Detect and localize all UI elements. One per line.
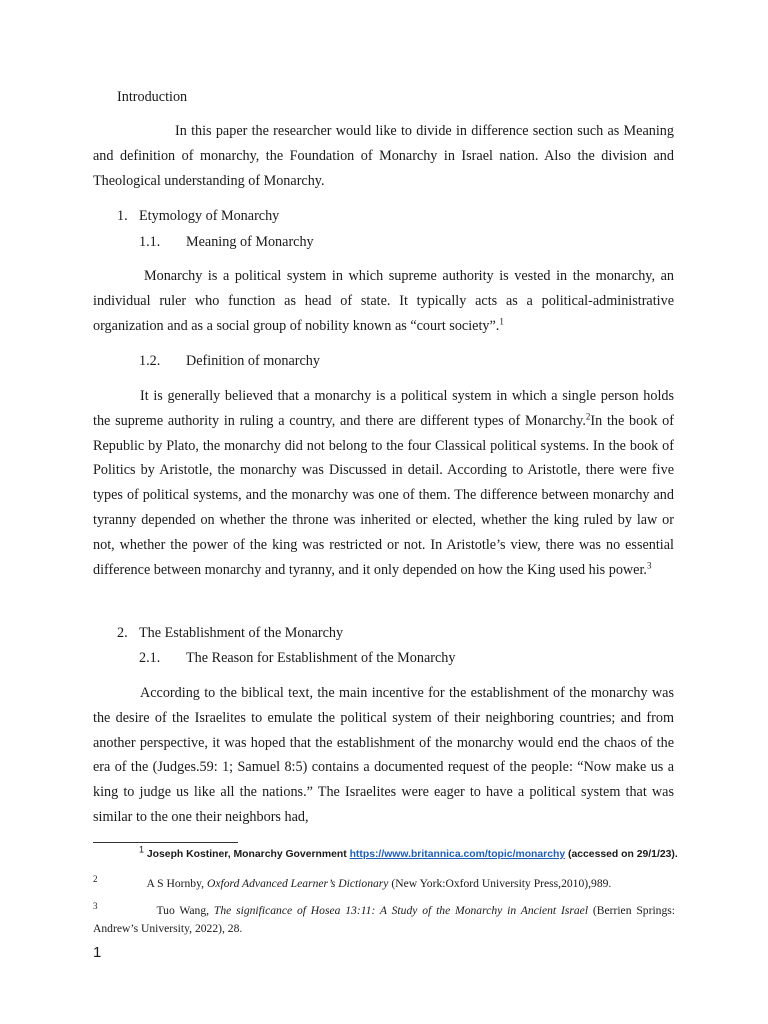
definition-paragraph: It is generally believed that a monarchy is a political system in which a single person holds the supreme authority in ruling a country, and there are different types of Monarchy.$^2$In the book of Republic by Plato, the monarchy did not belong to the four Classical political systems. In the book of Politics by Aristotle, the monarchy was Discussed in detail. According to Aristotle, there were five types of political systems, and the monarchy was one of them. The difference between monarchy and tyranny depended on whether the throne was inherited or elected, whether the king ruled by law or not, whether the power of the king was restricted or not. In Aristotle’s view, there was no essential difference between monarchy and tyranny, and it only depended on how the King used his power.$^3$ (93, 388, 674, 578)
section-2-title: The Establishment of the Monarchy (139, 625, 344, 641)
section-1-number: 1. (117, 208, 128, 224)
intro-paragraph: In this paper the researcher would like to divide in difference section such as Meaning and definition of monarchy, the Foundation of Monarchy in Israel nation. Also the division and Theological understanding of Monarchy. (93, 123, 674, 189)
meaning-paragraph: Monarchy is a political system in which supreme authority is vested in the monarchy, an individual ruler who function as head of state. It typically acts as a political-administrative organization and as a social group of nobility known as “court society”.$^1$ (93, 268, 674, 334)
subsection-1-2-number: 1.2. (139, 353, 161, 369)
subsection-1-1-title: Meaning of Monarchy (186, 234, 314, 250)
heading-introduction: Introduction (117, 89, 188, 105)
footnote-3: $^3$ Tuo Wang, The significance of Hosea 13:11: A Study of the Monarchy in Ancient Israel (Berrien Springs: Andrew’s University, 2022), 28. (93, 901, 675, 935)
section-1-title: Etymology of Monarchy (139, 208, 280, 224)
footnote-ref-3: 3 (646, 559, 652, 570)
footnote-ref-1: 1 (499, 315, 504, 326)
subsection-1-2-title: Definition of monarchy (186, 353, 320, 369)
subsection-2-1-title: The Reason for Establishment of the Monarchy (186, 650, 456, 666)
footnote-2: $^2$ A S Hornby, Oxford Advanced Learner’s Dictionary (New York:Oxford University Press,2010),989. (93, 874, 612, 890)
section-2-number: 2. (117, 625, 128, 641)
footnote-1: $^1$ Joseph Kostiner, Monarchy Government https://www.britannica.com/topic/monarchy (accessed on 29/1/23). (139, 844, 678, 860)
establishment-paragraph: According to the biblical text, the main incentive for the establishment of the monarchy was the desire of the Israelites to emulate the political system of their neighboring countries; and from another perspective, it was hoped that the establishment of the monarchy would end the chaos of the era of the (Judges.59: 1; Samuel 8:5) contains a documented request of the people: “Now make us a king to judge us like all the nations.” The Israelites were eager to have a political system that was similar to the one their neighbors had, (93, 685, 674, 825)
footnote-separator (93, 842, 238, 843)
subsection-1-1-number: 1.1. (139, 234, 161, 250)
footnote-ref-2: 2 (585, 411, 591, 422)
britannica-link[interactable]: https://www.britannica.com/topic/monarchy (349, 849, 566, 860)
subsection-2-1-number: 2.1. (139, 650, 161, 666)
page-number: 1 (93, 944, 102, 961)
